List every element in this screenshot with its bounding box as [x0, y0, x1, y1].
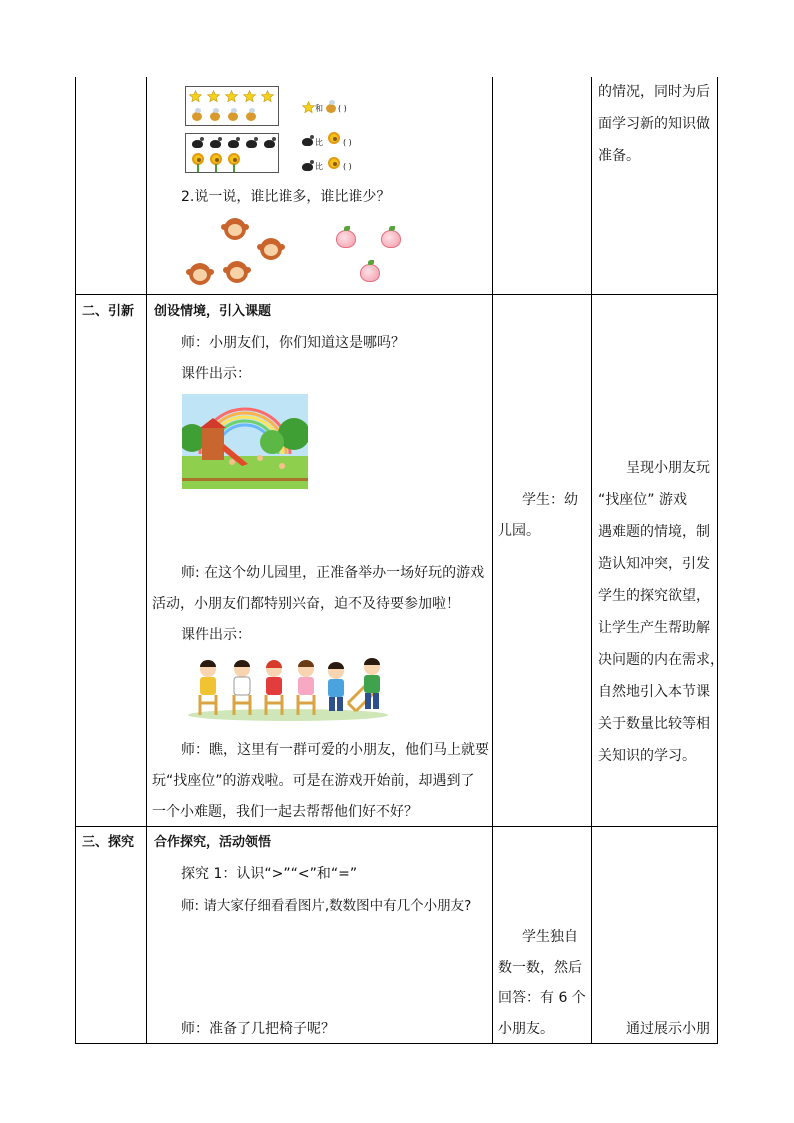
row-divider-2 [75, 826, 718, 827]
teacher-question-1: 师：小朋友们，你们知道这是哪吗？ [181, 335, 405, 351]
answer-blank-3[interactable]: ( ) [343, 162, 352, 171]
compare-label-1: 和 [315, 104, 323, 113]
peach-icon [360, 264, 380, 282]
answer-blank-2[interactable]: ( ) [343, 138, 352, 147]
courseware-label-2: 课件出示： [181, 627, 251, 643]
row-divider-1 [75, 294, 718, 295]
stage-label-2: 二、引新 [82, 304, 135, 319]
stars-bees-box [185, 86, 279, 126]
bug-icon [302, 163, 313, 171]
lesson-plan-page: 和 ( ) 比 ( ) 比 ( ) 2.说一说，谁比谁多，谁比谁少？ 的情况，同时为后 面学习新的知识做 准备。 二、引新 创设情境，引入课题 师：小朋友们，你们知道这是哪吗？ 课件出示： 师: 在这个幼儿园里，正准备举办一场好玩的游戏 活动，小朋友们都特别兴奋，迫不及待要参加啦！ 课件出示： 师：瞧，这里有一群可爱的小朋友，他们马上就要 玩“找座位”的游戏啦。可是在游戏开始前，却遇到了 一个小难题，我们一起去帮帮他们好不好？ 学生：幼 儿园。 呈现小朋友玩 “找座位” 游戏 遇难题的情境，制 造认知冲突，引发 学生的探究欲望， 让学生产生帮助解 决问题的内在需求， 自然地引入本节课 关于数量比较等相 关知识的学习。 三、探究 合作探究，活动领悟 探究 1：认识“>”“<”和“=” 师: 请大家仔细看看图片,数数图中有几个小朋友? 师：准备了几把椅子呢？ 学生独自 数一数，然后 回答：有 6 个 小朋友。 通过展示小朋 [0, 0, 794, 1123]
section-heading-2: 创设情境，引入课题 [154, 304, 272, 319]
peach-icon [381, 230, 401, 248]
teacher-question-4: 师：准备了几把椅子呢？ [181, 1021, 335, 1037]
teacher-question-3: 师: 请大家仔细看看图片,数数图中有几个小朋友? [181, 898, 472, 914]
table-divider-col3 [591, 77, 592, 1044]
stage-label-3: 三、探究 [82, 835, 135, 850]
peach-icon [336, 230, 356, 248]
flower-icon [328, 157, 340, 169]
monkey-icon [260, 238, 282, 260]
table-divider-col2 [492, 77, 493, 1044]
bugs-flowers-box [185, 133, 279, 173]
answer-blank-1[interactable]: ( ) [338, 104, 347, 113]
table-border-right [717, 77, 718, 1044]
section-heading-3: 合作探究，活动领悟 [154, 835, 272, 850]
bee-icon [326, 104, 336, 113]
teacher-paragraph-2-line1: 师: 在这个幼儿园里，正准备举办一场好玩的游戏 [181, 565, 485, 581]
monkey-icon [224, 218, 246, 240]
courseware-label-1: 课件出示： [181, 366, 251, 382]
table-divider-col1 [146, 77, 147, 1044]
monkey-icon [226, 261, 248, 283]
flower-icon [328, 132, 340, 144]
star-icon [302, 101, 315, 114]
teacher-paragraph-3-line1: 师：瞧，这里有一群可爱的小朋友，他们马上就要 [181, 742, 489, 758]
compare-label-3: 比 [315, 162, 323, 171]
kindergarten-scene-image [182, 394, 308, 489]
teacher-paragraph-2-line2: 活动，小朋友们都特别兴奋，迫不及待要参加啦！ [152, 596, 460, 612]
question-2: 2.说一说，谁比谁多，谁比谁少？ [181, 189, 391, 205]
bug-icon [302, 138, 313, 146]
teacher-paragraph-3-line3: 一个小难题，我们一起去帮帮他们好不好？ [152, 804, 418, 820]
teacher-paragraph-3-line2: 玩“找座位”的游戏啦。可是在游戏开始前，却遇到了 [152, 773, 475, 789]
table-border-bottom [75, 1043, 718, 1044]
compare-label-2: 比 [315, 138, 323, 147]
children-chairs-image [186, 655, 390, 721]
explore-1-title: 探究 1：认识“>”“<”和“=” [181, 866, 358, 882]
table-border-left [75, 77, 76, 1044]
monkey-icon [189, 263, 211, 285]
